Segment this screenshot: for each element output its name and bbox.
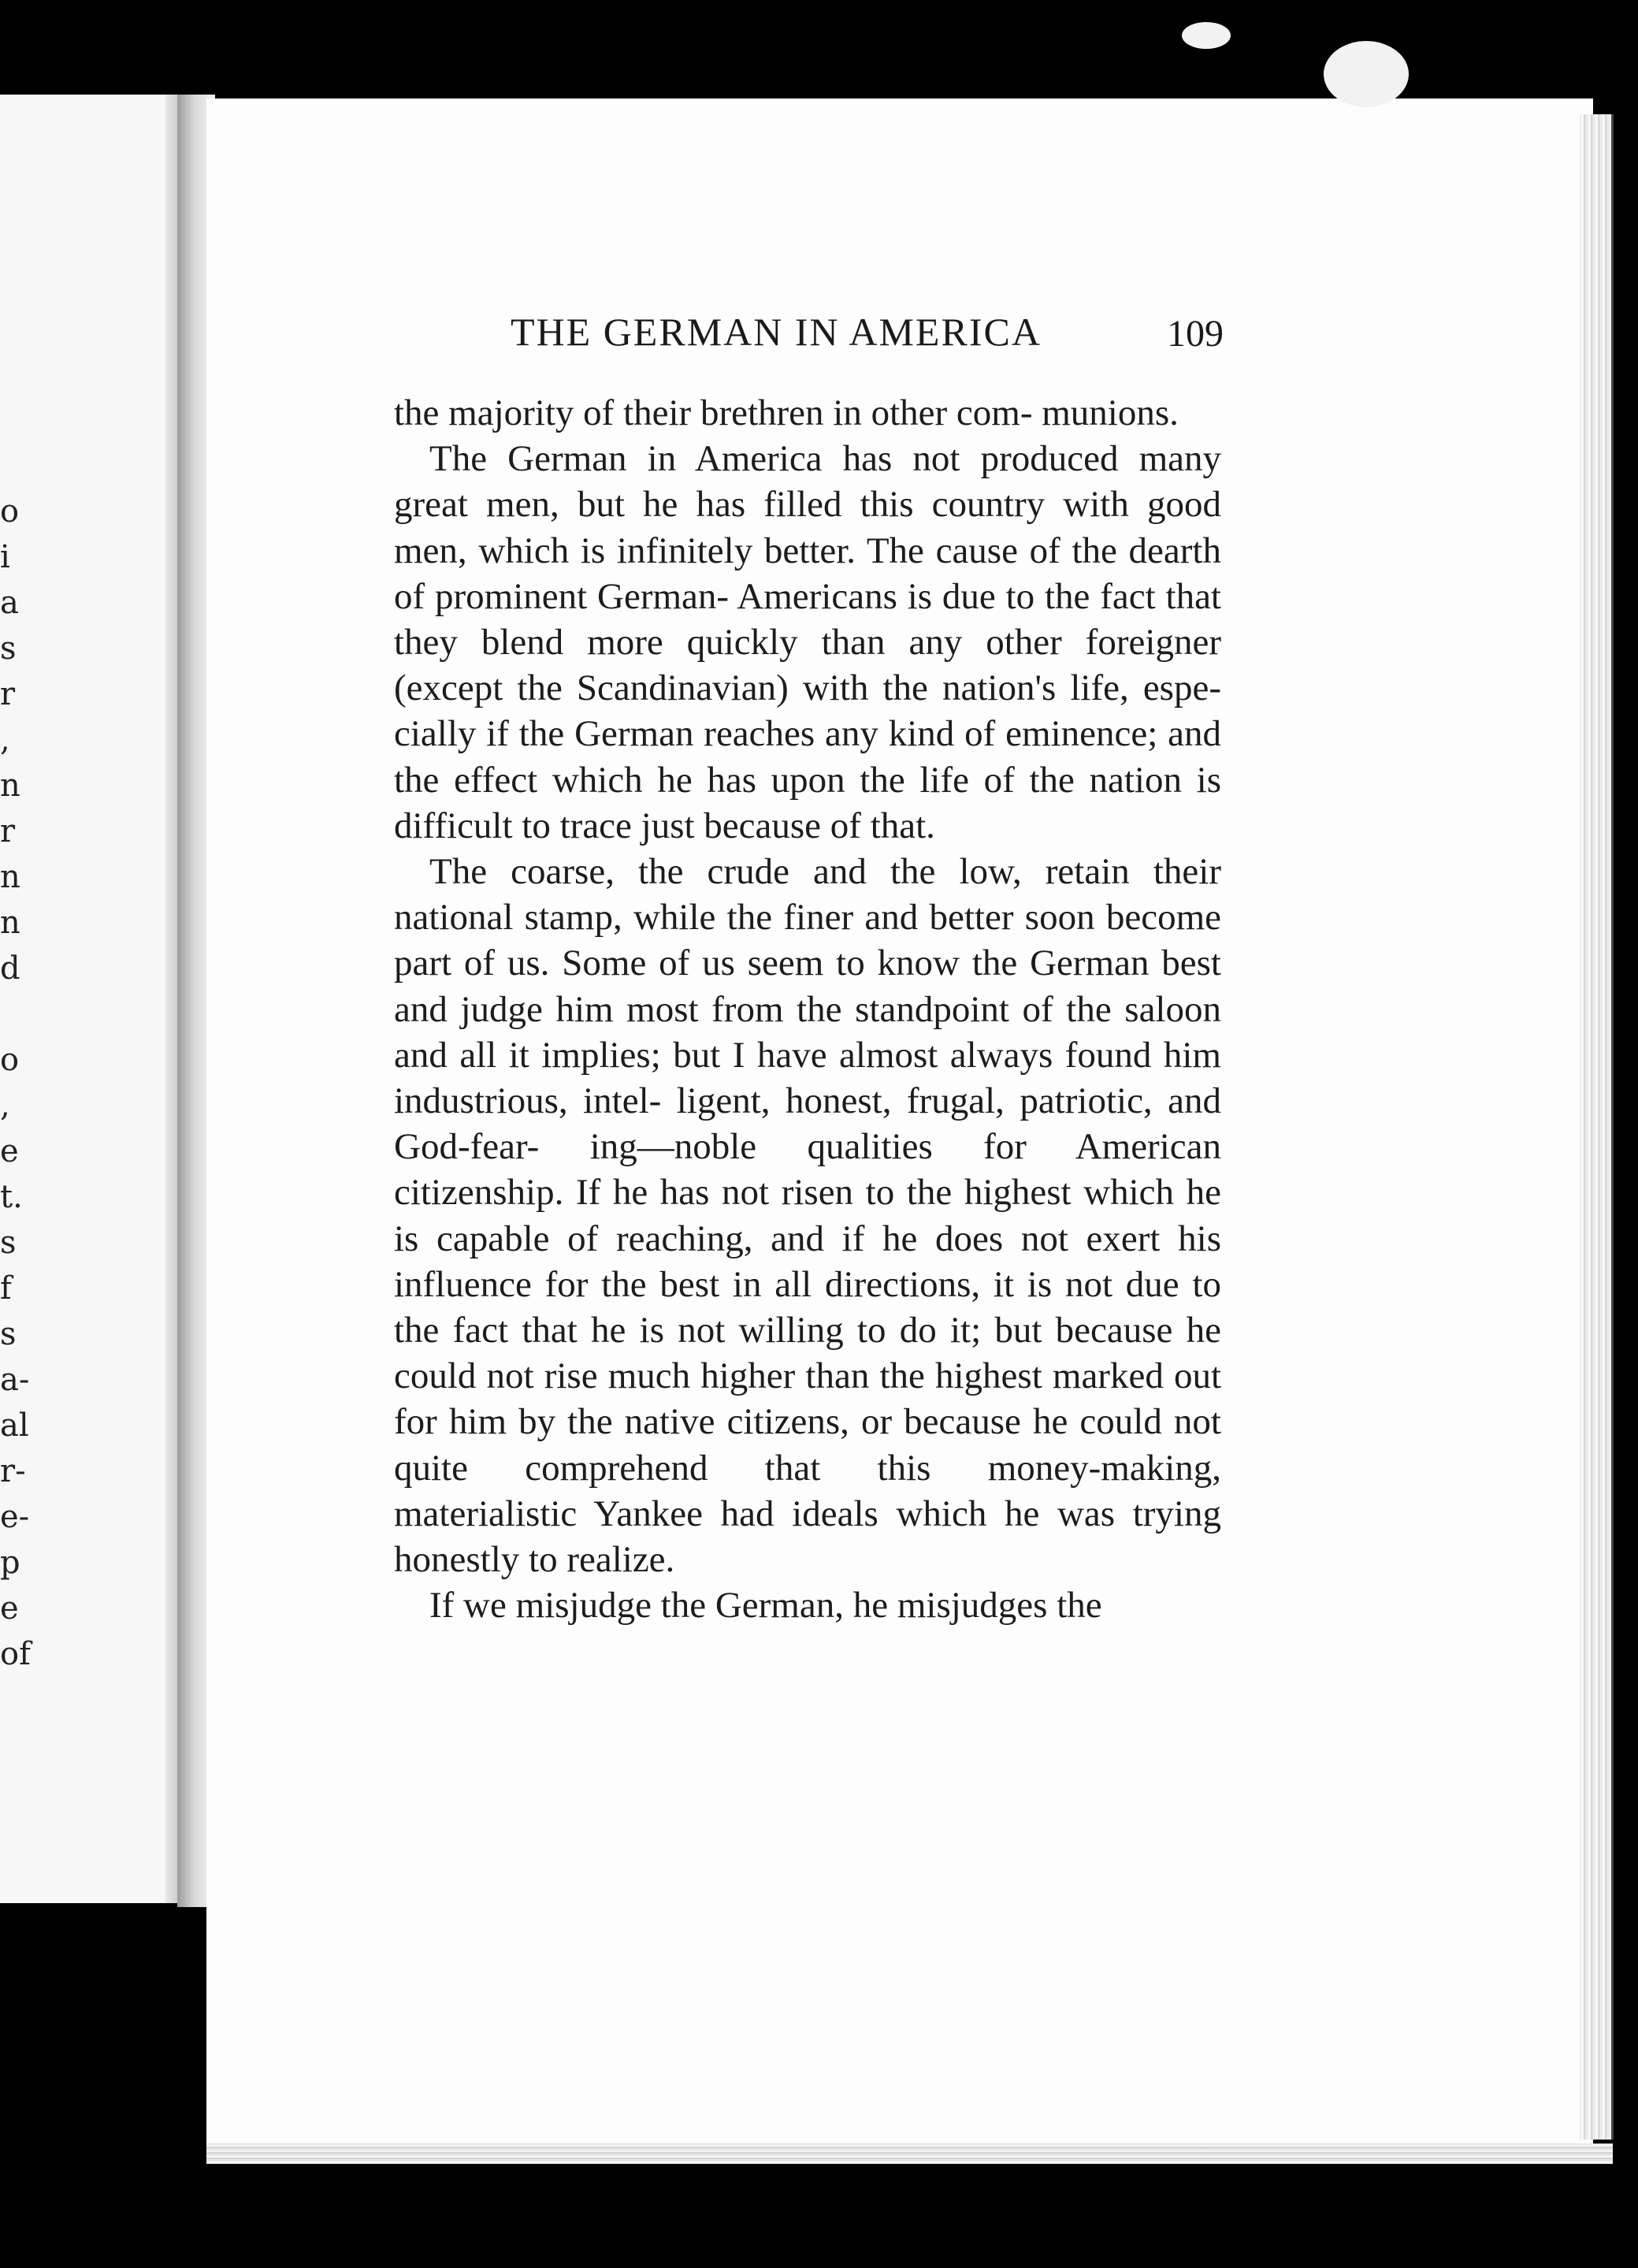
facing-page-text-fragments [0,489,32,1677]
fragment: of [0,1636,31,1672]
body-text [394,390,1221,1628]
fragment: r- [0,1453,26,1489]
fragment: r [0,813,16,850]
fragment: e- [0,1499,30,1535]
fragment: n [0,768,20,804]
fragment: r [0,676,16,712]
fragment: p [0,1545,20,1581]
fragment: f [0,1270,12,1307]
fragment [0,991,32,1037]
paragraph: the majority of their brethren in other com- munions. [394,392,1179,433]
fragment: e [0,1133,19,1169]
page-stack-bottom-edge [206,2143,1613,2164]
fragment: t. [0,1179,23,1215]
paragraph: The coarse, the crude and the low, retain their national stamp, while the finer and better soon become part of us. Some of us seem to know the German best and judge him most from the standpoint of the saloon and all it implies; but I have almost always found him industrious, intel- ligent, honest, frugal, patriotic, and God-fear- ing—noble qualities for American citizenship. If he has not risen to the highest which he is capable of reaching, and if he does not exert his influence for the best in all directions, it is not due to the fact that he is not willing to do it; but because he could not rise much higher than the highest marked out for him by the native citizens, or because he could not quite comprehend that this money-making, materialistic Yankee had ideals which he was trying honestly to realize. [394,851,1221,1581]
fragment: d [0,950,20,987]
page-number: 109 [1167,313,1224,355]
fragment: al [0,1407,29,1444]
page-stack-edge [1580,114,1614,2140]
fragment: , [0,722,10,758]
fragment: s [0,630,17,667]
paragraph: The German in America has not produced many great men, but he has filled this country with good men, which is infinitely better. The cause of the dearth of prominent German- Americans is due to the fact that they blend more quickly than any other foreigner (except the Scandinavian) with the nation's life, espe- cially if the German reaches any kind of eminence; and the effect which he has upon the life of the nation is difficult to trace just because of that. [394,438,1221,846]
fragment: s [0,1225,17,1261]
running-title: THE GERMAN IN AMERICA [511,310,1042,354]
fragment: s [0,1316,17,1352]
fragment: n [0,859,20,895]
fragment: o [0,1042,20,1078]
fragment: , [0,1088,10,1124]
scan-debris [1324,41,1409,107]
fragment: i [0,539,10,575]
fragment: a- [0,1362,30,1398]
fragment: e [0,1590,19,1627]
running-head [511,309,1224,364]
scan-debris [1182,22,1231,49]
paragraph: If we misjudge the German, he misjudges the [429,1585,1102,1627]
facing-page-edge [0,95,184,1903]
fragment: o [0,493,20,530]
fragment: n [0,905,20,941]
fragment: a [0,585,19,621]
